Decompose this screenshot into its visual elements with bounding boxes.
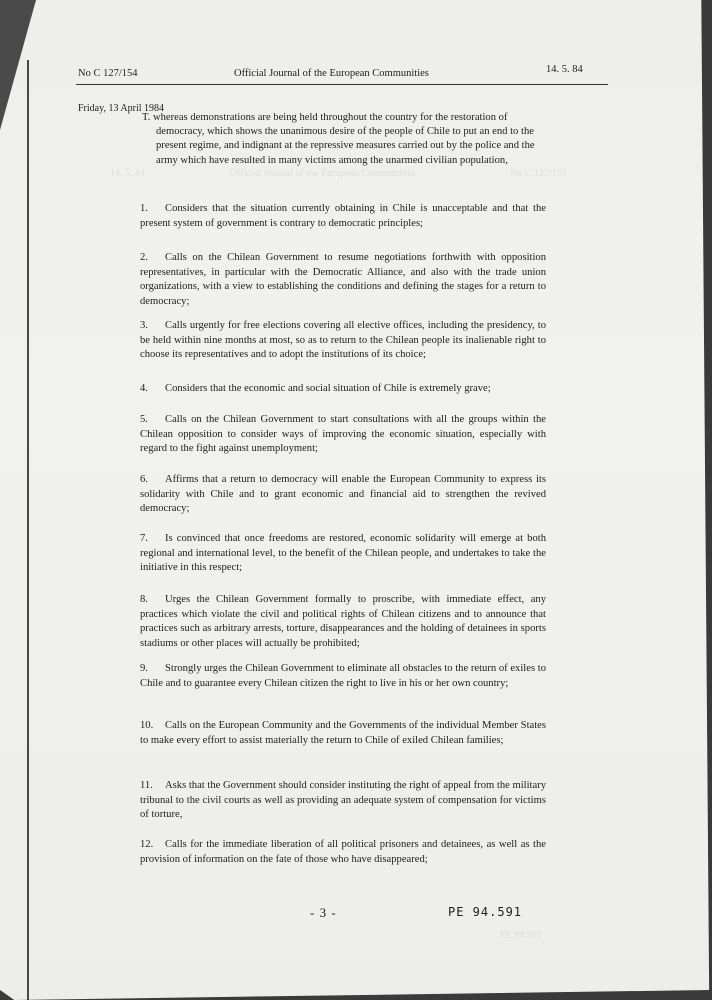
paragraph xyxy=(140,473,546,517)
paragraph-text: Calls on the Chilean Government to resume negotiations forthwith with opposition representatives, in particular with the Democratic Alliance, and also with the trade union organizations, with a view to establishing the conditions and defining the stages for a return to democracy; xyxy=(140,252,546,307)
paragraph-number: 9. xyxy=(140,663,148,674)
paragraph-number: 4. xyxy=(140,383,148,394)
paragraph-number: 8. xyxy=(140,594,148,605)
paragraph-number: 2. xyxy=(140,252,148,263)
paragraph-number: 11. xyxy=(140,780,153,791)
paragraph xyxy=(140,593,546,651)
paragraph-number: 1. xyxy=(140,203,148,214)
document-reference: PE 94.591 xyxy=(448,905,523,919)
paragraph-text: Strongly urges the Chilean Government to eliminate all obstacles to the return of exiles to Chile and to guarantee every Chilean citizen the right to live in his or her own country; xyxy=(140,663,546,689)
binding-margin-line xyxy=(27,60,29,1000)
journal-reference: No C 127/154 xyxy=(78,68,138,79)
paragraph xyxy=(140,662,546,691)
paragraph xyxy=(140,382,546,397)
paragraph-text: Asks that the Government should consider instituting the right of appeal from the military tribunal to the civil courts as well as providing an adequate system of compensation for victims of torture, xyxy=(140,780,547,821)
paragraph xyxy=(140,532,546,576)
paragraph xyxy=(140,779,546,823)
paragraph xyxy=(140,719,546,748)
sitting-date: Friday, 13 April 1984 xyxy=(78,103,165,114)
paragraph xyxy=(140,838,546,867)
paragraph-text: Urges the Chilean Government formally to proscribe, with immediate effect, any practices which violate the civil and political rights of Chilean citizens and to announce that practices such as arbitrary arrests, torture, disappearances and the holding of detainees in sports stadiums or other places will actually be prohibited; xyxy=(140,594,546,649)
paragraph-number: 12. xyxy=(140,839,154,850)
show-through-text: Official Journal of the European Communities xyxy=(230,168,416,179)
paragraph-number: 6. xyxy=(140,474,148,485)
paragraph-text: Calls on the European Community and the Governments of the individual Member States to make every effort to assist materially the return to Chile of exiled Chilean families; xyxy=(140,720,546,746)
paragraph-text: Calls urgently for free elections covering all elective offices, including the presidency, to be held within nine months at most, so as to return to the Chilean people its inalienable right to choose its representatives and to adopt the institutions of its choice; xyxy=(140,320,546,361)
paragraph xyxy=(140,251,546,309)
paragraph-text: Considers that the economic and social situation of Chile is extremely grave; xyxy=(165,383,491,394)
paragraph-text: Calls on the Chilean Government to start consultations with all the groups within the Chilean opposition to consider ways of improving the economic situation, especially with regard to the fight against unemployment; xyxy=(140,414,546,455)
paragraph-text: Calls for the immediate liberation of all political prisoners and detainees, as well as the provision of information on the fate of those who have disappeared; xyxy=(140,839,546,865)
paragraph-text: Is convinced that once freedoms are restored, economic solidarity will emerge at both regional and international level, to the benefit of the Chilean people, and undertakes to take the initiative in this respect; xyxy=(140,533,546,574)
paragraph-number: 7. xyxy=(140,533,148,544)
paragraph xyxy=(140,202,546,231)
paragraph-number: 5. xyxy=(140,414,148,425)
recital-t: T. whereas demonstrations are being held throughout the country for the restoration of democracy, which shows the unanimous desire of the people of Chile to put an end to the present regime, and indignant at the repressive measures carried out by the police and the army which have resulted in many victims among the unarmed civilian population, xyxy=(142,112,535,166)
page-number: - 3 - xyxy=(310,905,337,920)
paragraph-text: Considers that the situation currently obtaining in Chile is unacceptable and that the present system of government is contrary to democratic principles; xyxy=(140,203,546,229)
show-through-text: 14. 5. 84 xyxy=(110,168,145,179)
paragraph-number: 10. xyxy=(140,720,154,731)
paragraph xyxy=(140,319,546,363)
paragraph-text: Affirms that a return to democracy will enable the European Community to express its solidarity with Chile and to grant economic and financial aid to strengthen the revived democracy; xyxy=(140,474,546,515)
show-through-text: PE 94.591 xyxy=(500,930,542,941)
show-through-text: No C 127/155 xyxy=(510,168,567,179)
paragraph xyxy=(140,413,546,457)
paragraph-number: 3. xyxy=(140,320,148,331)
header-rule xyxy=(76,84,608,85)
journal-title: Official Journal of the European Communities xyxy=(234,68,429,79)
journal-date: 14. 5. 84 xyxy=(546,64,583,75)
